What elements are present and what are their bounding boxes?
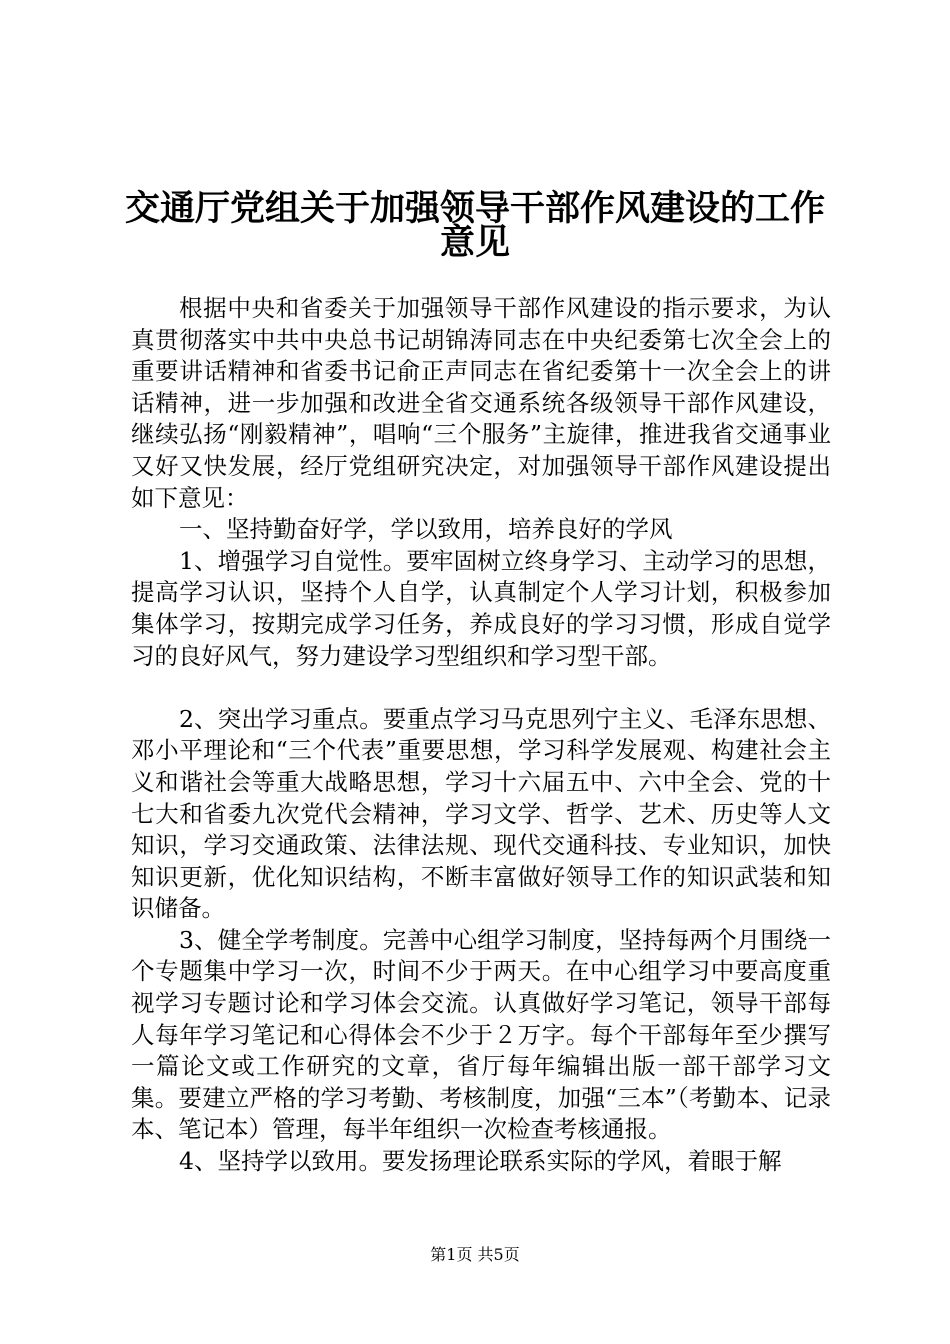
section-heading-1: 一、坚持勤奋好学，学以致用，培养良好的学风: [179, 515, 673, 544]
document-title-line-1: 交通厅党组关于加强领导干部作风建设的工作: [124, 188, 825, 229]
paragraph-item-2: 2、突出学习重点。要重点学习马克思列宁主义、毛泽东思想、邓小平理论和“三个代表”重要思想，学习科学发展观、构建社会主义和谐社会等重大战略思想，学习十六届五中、六中全会、党的十七大和省委九次党代会精神，学习文学、哲学、艺术、历史等人文知识，学习交通政策、法律法规、现代交通科技、专业知识，加快知识更新，优化知识结构，不断丰富做好领导工作的知识武装和知识储备。: [131, 704, 831, 923]
document-body: [131, 293, 831, 1178]
paragraph-item-4: 4、坚持学以致用。要发扬理论联系实际的学风，着眼于解: [179, 1147, 782, 1176]
paragraph-item-3: 3、健全学考制度。完善中心组学习制度，坚持每两个月围绕一个专题集中学习一次，时间不少于两天。在中心组学习中要高度重视学习专题讨论和学习体会交流。认真做好学习笔记，领导干部每人每年学习笔记和心得体会不少于２万字。每个干部每年至少撰写一篇论文或工作研究的文章，省厅每年编辑出版一部干部学习文集。要建立严格的学习考勤、考核制度，加强“三本”（考勤本、记录本、笔记本）管理，每半年组织一次检查考核通报。: [131, 925, 831, 1144]
page-footer: [0, 1245, 950, 1265]
paragraph-intro: 根据中央和省委关于加强领导干部作风建设的指示要求，为认真贯彻落实中共中央总书记胡锦涛同志在中央纪委第七次全会上的重要讲话精神和省委书记俞正声同志在省纪委第十一次全会上的讲话精神，进一步加强和改进全省交通系统各级领导干部作风建设，继续弘扬“刚毅精神”，唱响“三个服务”主旋律，推进我省交通事业又好又快发展，经厅党组研究决定，对加强领导干部作风建设提出如下意见：: [131, 294, 831, 512]
paragraph-item-1: 1、增强学习自觉性。要牢固树立终身学习、主动学习的思想，提高学习认识，坚持个人自学，认真制定个人学习计划，积极参加集体学习，按期完成学习任务，养成良好的学习习惯，形成自觉学习的良好风气，努力建设学习型组织和学习型干部。: [131, 546, 831, 670]
document-title-line-2: 意见: [439, 222, 510, 263]
page-number-label: 第1页 共5页: [430, 1245, 520, 1264]
